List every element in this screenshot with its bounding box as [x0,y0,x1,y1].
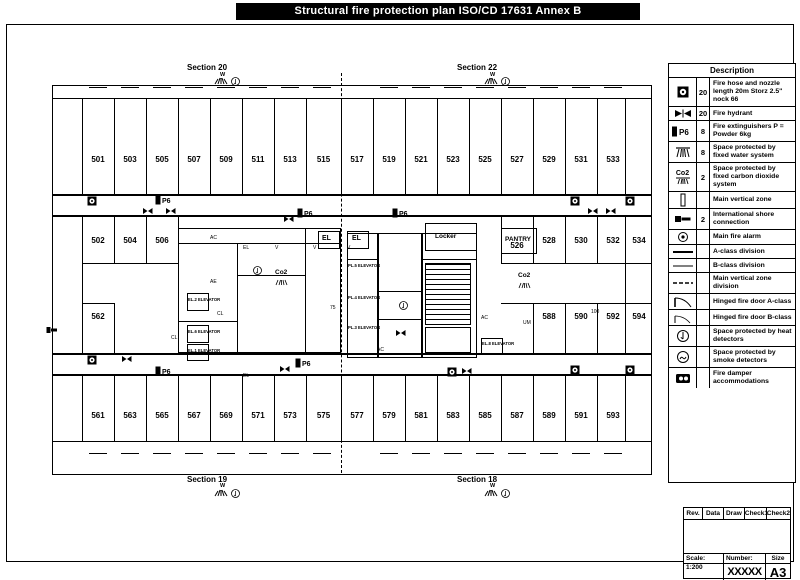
legend-qty [697,259,710,272]
legend-text: Space protected by fixed water system [713,144,776,159]
fire-damper-icon [669,368,697,388]
fire-hydrant-icon [121,355,133,363]
elevator-label-el1: EL.1 ELEVATOR [188,348,221,353]
balcony-tick [281,87,299,88]
fire-hydrant-icon [461,367,473,375]
section-20-sub: W [220,72,226,78]
legend-row-main-vertical-zone [669,192,795,209]
cabin-div [114,374,115,441]
legend-row-water-spray [669,142,795,163]
legend-text: Fire hydrant [713,109,753,117]
cabin-589: 589 [542,411,556,420]
balcony-tick [153,87,171,88]
smoke-detector-icon-bottom-left [231,489,240,498]
cabin-588: 588 [542,312,556,321]
cabin-div [533,303,534,353]
water-spray-icon-top-right [484,77,498,85]
legend-text: Space protected by smoke detectors [713,349,776,364]
legend-row-b-class-division [669,259,795,273]
cabin-div [565,303,566,353]
cabin-581: 581 [414,411,428,420]
cabin-div [501,98,502,194]
legend-qty [697,192,710,208]
col-draw: Draw [724,508,745,519]
cabin-533: 533 [606,155,620,164]
annotation-ae: AE [210,279,217,285]
balcony-tick [380,453,398,454]
svg-text:P6: P6 [162,369,171,376]
annotation-cl-1: CL [217,311,224,317]
fire-hydrant-icon [142,207,154,215]
size-label: Size [771,555,785,562]
cabin-519: 519 [382,155,396,164]
fire-hydrant-icon [283,215,295,223]
legend-row-hinged-fire-door-a [669,294,795,310]
legend-text: Space protected by heat detectors [713,328,792,343]
annotation-el-a: EL [243,245,250,251]
smoke-detector-icon [399,301,408,310]
fire-hose-reel-icon [625,365,634,374]
legend-qty: 20 [697,78,710,106]
balcony-tick [412,87,430,88]
cabin-div [373,98,374,194]
legend-qty: 8 [697,121,710,141]
legend-panel [668,63,796,483]
fire-hose-reel-icon [570,365,579,374]
block-line [237,243,238,353]
cabin-div [437,98,438,194]
elevator-label-pl4: PL.4 ELEVATOR [348,295,381,300]
page-title: Structural fire protection plan ISO/CD 17631 Annex B [236,3,640,20]
section-label-22: Section 22 [457,63,498,72]
el-label-right: EL [352,235,361,242]
cabin-div [373,374,374,441]
balcony-tick [121,453,139,454]
legend-text: International shore connection [713,211,775,226]
cabin-527: 527 [510,155,524,164]
sheet-size-value: A3 [769,564,787,580]
legend-header: Description [669,64,795,78]
cabin-573: 573 [283,411,297,420]
legend-qty: 2 [697,209,710,229]
cabin-505: 505 [155,155,169,164]
col-check2: Check2 [766,510,790,517]
cabin-div [114,98,115,194]
annotation-el-b: EL [243,373,250,379]
annotation-um: UM [523,320,531,326]
smoke-detector-icon-bottom-right [501,489,510,498]
cabin-div [82,303,114,304]
fire-extinguisher-icon [297,208,315,218]
legend-text: Hinged fire door A-class [713,297,792,305]
balcony-tick [313,453,331,454]
legend-qty [697,347,710,367]
balcony-tick [185,87,203,88]
svg-text:P6: P6 [302,361,311,368]
co2-water-spray-icon-right [518,282,531,289]
fire-extinguisher-icon [295,358,313,368]
legend-row-fire-extinguisher [669,121,795,142]
legend-qty: 20 [697,107,710,120]
pantry-label: PANTRY [505,236,531,243]
balcony-tick [476,87,494,88]
fire-hose-reel-icon [87,196,96,205]
block-line [178,321,237,322]
annotation-75: 75 [330,305,336,311]
cabin-569: 569 [219,411,233,420]
cabin-567: 567 [187,411,201,420]
col-check1: Check1 [744,510,768,517]
balcony-tick [508,453,526,454]
cabin-div [469,98,470,194]
cabin-div [114,303,115,353]
cabin-div [341,374,342,441]
fire-extinguisher-icon [155,195,173,205]
cabin-div [146,374,147,441]
legend-row-heat-detector [669,326,795,347]
legend-qty [697,273,710,293]
fire-hose-reel-icon [669,78,697,106]
elevator-label-el8: EL.8 ELEVATOR [482,341,515,346]
block-line [237,275,305,276]
water-spray-icon [669,142,697,162]
cabin-587: 587 [510,411,524,420]
cabin-504: 504 [123,236,137,245]
scale-value [684,564,724,580]
cabin-594: 594 [632,312,646,321]
cabin-530: 530 [574,236,588,245]
elevator-label-pl3: PL.3 ELEVATOR [348,325,381,330]
fire-hydrant-icon [669,107,697,120]
cabin-div [625,374,626,441]
co2-label-left: Co2 [275,269,288,276]
legend-qty [697,326,710,346]
balcony-tick [89,453,107,454]
main-vertical-zone-icon [669,192,697,208]
elevator-el6 [187,325,221,343]
legend-text: Fire extinguishers P = Powder 6kg [713,123,784,138]
cabin-532: 532 [606,236,620,245]
cabin-590: 590 [574,312,588,321]
cabin-div [210,374,211,441]
drawing-frame [6,24,794,580]
cabin-div [82,374,83,441]
legend-row-a-class-division [669,245,795,259]
co2-label-right: Co2 [518,272,531,279]
cabin-521: 521 [414,155,428,164]
scale-label: Scale: 1:200 [684,554,724,563]
col-data: Data [703,508,724,519]
legend-qty [697,310,710,325]
corridor-line-d [52,374,652,376]
cabin-div [146,98,147,194]
annotation-ac-3: AC [377,347,384,353]
cabin-div [533,374,534,441]
title-block [683,507,791,579]
legend-text: Main vertical zone [713,196,772,203]
b-class-division-icon [669,259,697,272]
legend-qty [697,245,710,258]
cabin-div [533,98,534,194]
el-label-left: EL [322,235,331,242]
section-22-sub: W [490,72,496,78]
elevator-label-pl5: PL.5 ELEVATOR [348,263,381,268]
legend-text: Space protected by fixed carbon dioxide system [713,165,780,188]
cabin-517: 517 [350,155,364,164]
cabin-div [82,263,178,264]
annotation-100: 100 [591,309,600,315]
elevator-label-el6: EL.6 ELEVATOR [188,329,221,334]
cabin-575: 575 [316,411,331,420]
balcony-tick [444,87,462,88]
balcony-tick [185,453,203,454]
deck-plan [47,63,657,493]
cabin-div [341,98,342,194]
legend-text: A-class division [713,247,765,255]
water-spray-icon-bottom-left [214,489,228,497]
block-line [421,233,423,358]
legend-qty [697,230,710,244]
legend-row-international-shore-connection [669,209,795,230]
balcony-tick [540,453,558,454]
fire-hose-reel-icon [570,196,579,205]
annotation-v-1: V [275,245,279,251]
cabin-div [178,374,179,441]
hinged-fire-door-a-icon [669,294,697,309]
cabin-div [82,98,83,194]
cabin-502: 502 [91,236,105,245]
balcony-tick [572,87,590,88]
water-spray-icon-top-left [214,77,228,85]
heat-detector-icon [669,326,697,346]
legend-qty: 2 [697,163,710,191]
cabin-562: 562 [91,312,105,321]
co2-water-spray-icon-left [275,279,288,286]
fire-hydrant-icon [395,329,407,337]
elevator-label-el2: EL.2 ELEVATOR [188,297,221,302]
section-label-20: Section 20 [187,63,228,72]
cabin-div [597,98,598,194]
fire-hydrant-icon [165,207,177,215]
balcony-tick [604,453,622,454]
balcony-tick [540,87,558,88]
cabin-591: 591 [574,411,588,420]
annotation-cl-2: CL [171,335,178,341]
balcony-tick [313,87,331,88]
locker-label: Locker [435,233,457,240]
legend-row-co2-system [669,163,795,192]
stair-flight [425,263,471,325]
section-18-sub: W [490,483,496,489]
legend-text: Fire damper accommodations [713,370,769,385]
balcony-tick [217,453,235,454]
balcony-tick [444,453,462,454]
water-spray-icon-bottom-right [484,489,498,497]
balcony-tick [89,87,107,88]
balcony-tick [121,87,139,88]
cabin-div [565,374,566,441]
block-line [305,228,306,353]
balcony-tick [476,453,494,454]
cabin-563: 563 [123,411,137,420]
legend-qty: 8 [697,142,710,162]
cabin-div [597,374,598,441]
svg-text:P6: P6 [162,198,171,205]
legend-qty [697,294,710,309]
cabin-529: 529 [542,155,556,164]
fire-extinguisher-p6-icon [669,121,697,141]
fire-hydrant-icon [279,365,291,373]
cabin-div [274,98,275,194]
cabin-593: 593 [606,411,620,420]
cabin-div [306,98,307,194]
smoke-detector-icon [253,266,262,275]
deck-line-lower-outer [52,441,652,442]
hinged-fire-door-b-icon [669,310,697,325]
cabin-531: 531 [574,155,588,164]
legend-row-smoke-detector [669,347,795,368]
cabin-div [242,374,243,441]
section-label-19: Section 19 [187,475,228,484]
cabin-511: 511 [251,155,265,164]
section-19-sub: W [220,483,226,489]
title-block-header-row [684,508,790,520]
corridor-line-b [52,215,652,217]
legend-row-main-fire-alarm [669,230,795,245]
block-line [347,259,377,260]
legend-row-fire-damper [669,368,795,388]
balcony-tick [508,87,526,88]
international-shore-connection-icon [669,209,697,229]
cabin-div [210,98,211,194]
annotation-v-3: V [347,245,351,251]
cabin-571: 571 [251,411,265,420]
cabin-501: 501 [91,155,105,164]
legend-row-fire-hydrant [669,107,795,121]
title-block-values-row [684,564,790,580]
fire-hydrant-icon [587,207,599,215]
cabin-div [469,374,470,441]
fire-hose-reel-icon [87,355,96,364]
title-block-labels-row [684,554,790,571]
fire-extinguisher-icon [392,208,410,218]
cabin-506: 506 [155,236,169,245]
cabin-div [405,374,406,441]
balcony-tick [604,87,622,88]
col-rev: Rev. [684,508,703,519]
section-label-18: Section 18 [457,475,498,484]
cabin-534: 534 [632,236,646,245]
cabin-div [501,303,652,304]
cabin-513: 513 [283,155,297,164]
legend-qty [697,368,710,388]
cabin-div [437,374,438,441]
cabin-503: 503 [123,155,137,164]
cabin-565: 565 [155,411,169,420]
fire-hose-reel-icon [625,196,634,205]
co2-system-icon: Co2 [669,163,697,191]
fire-hydrant-icon [605,207,617,215]
fire-extinguisher-icon [155,366,173,376]
legend-text: Hinged fire door B-class [713,313,792,321]
a-class-division-icon [669,245,697,258]
cabin-509: 509 [219,155,233,164]
cabin-div [565,98,566,194]
legend-row-hinged-fire-door-b [669,310,795,326]
legend-row-fire-hose-reel [669,78,795,107]
main-vertical-zone-division-icon [669,273,697,293]
balcony-tick [217,87,235,88]
cabin-div [306,374,307,441]
stair-landing [425,327,471,353]
annotation-v-2: V [313,245,317,251]
balcony-tick [249,453,267,454]
cabin-561: 561 [91,411,105,420]
legend-text: Fire hose and nozzle length 20m Storz 2.5" nock 66 [713,80,783,103]
elevator-el2 [187,293,221,311]
cabin-579: 579 [382,411,396,420]
cabin-528: 528 [542,236,556,245]
international-shore-connection-icon [46,325,58,335]
cabin-div [625,98,626,194]
legend-text: Main vertical zone division [713,275,772,290]
cabin-div [405,98,406,194]
cabin-592: 592 [606,312,620,321]
cabin-583: 583 [446,411,460,420]
balcony-tick [281,453,299,454]
drawing-number-value: XXXXX [724,564,766,580]
cabin-div [178,98,179,194]
block-line [377,291,421,292]
cabin-577: 577 [350,411,364,420]
balcony-tick [153,453,171,454]
block-line [178,243,341,244]
cabin-585: 585 [478,411,492,420]
balcony-tick [249,87,267,88]
number-label: Number: [724,554,766,563]
svg-text:P6: P6 [304,211,313,218]
legend-text: B-class division [713,261,765,269]
cabin-525: 525 [478,155,492,164]
balcony-tick [380,87,398,88]
annotation-ac-1: AC [210,235,217,241]
cabin-div [501,374,502,441]
corridor-line-a [52,194,652,196]
balcony-tick [412,453,430,454]
main-fire-alarm-icon [669,230,697,244]
svg-text:P6: P6 [678,127,689,137]
cabin-507: 507 [187,155,201,164]
svg-text:P6: P6 [399,211,408,218]
cabin-526: 526 [510,241,524,250]
title-block-blank-area [684,520,790,554]
cabin-div [501,263,652,264]
legend-text: Main fire alarm [713,233,761,240]
legend-row-main-vertical-zone-division [669,273,795,294]
annotation-ac-2: AC [481,315,488,321]
fire-hose-reel-icon [447,367,456,376]
cabin-515: 515 [316,155,331,164]
deck-line-upper-outer [52,98,652,99]
block-line [377,319,421,320]
smoke-detector-icon [669,347,697,367]
block-line [421,259,477,260]
cabin-div [242,98,243,194]
cabin-div [274,374,275,441]
cabin-523: 523 [446,155,460,164]
balcony-tick [572,453,590,454]
